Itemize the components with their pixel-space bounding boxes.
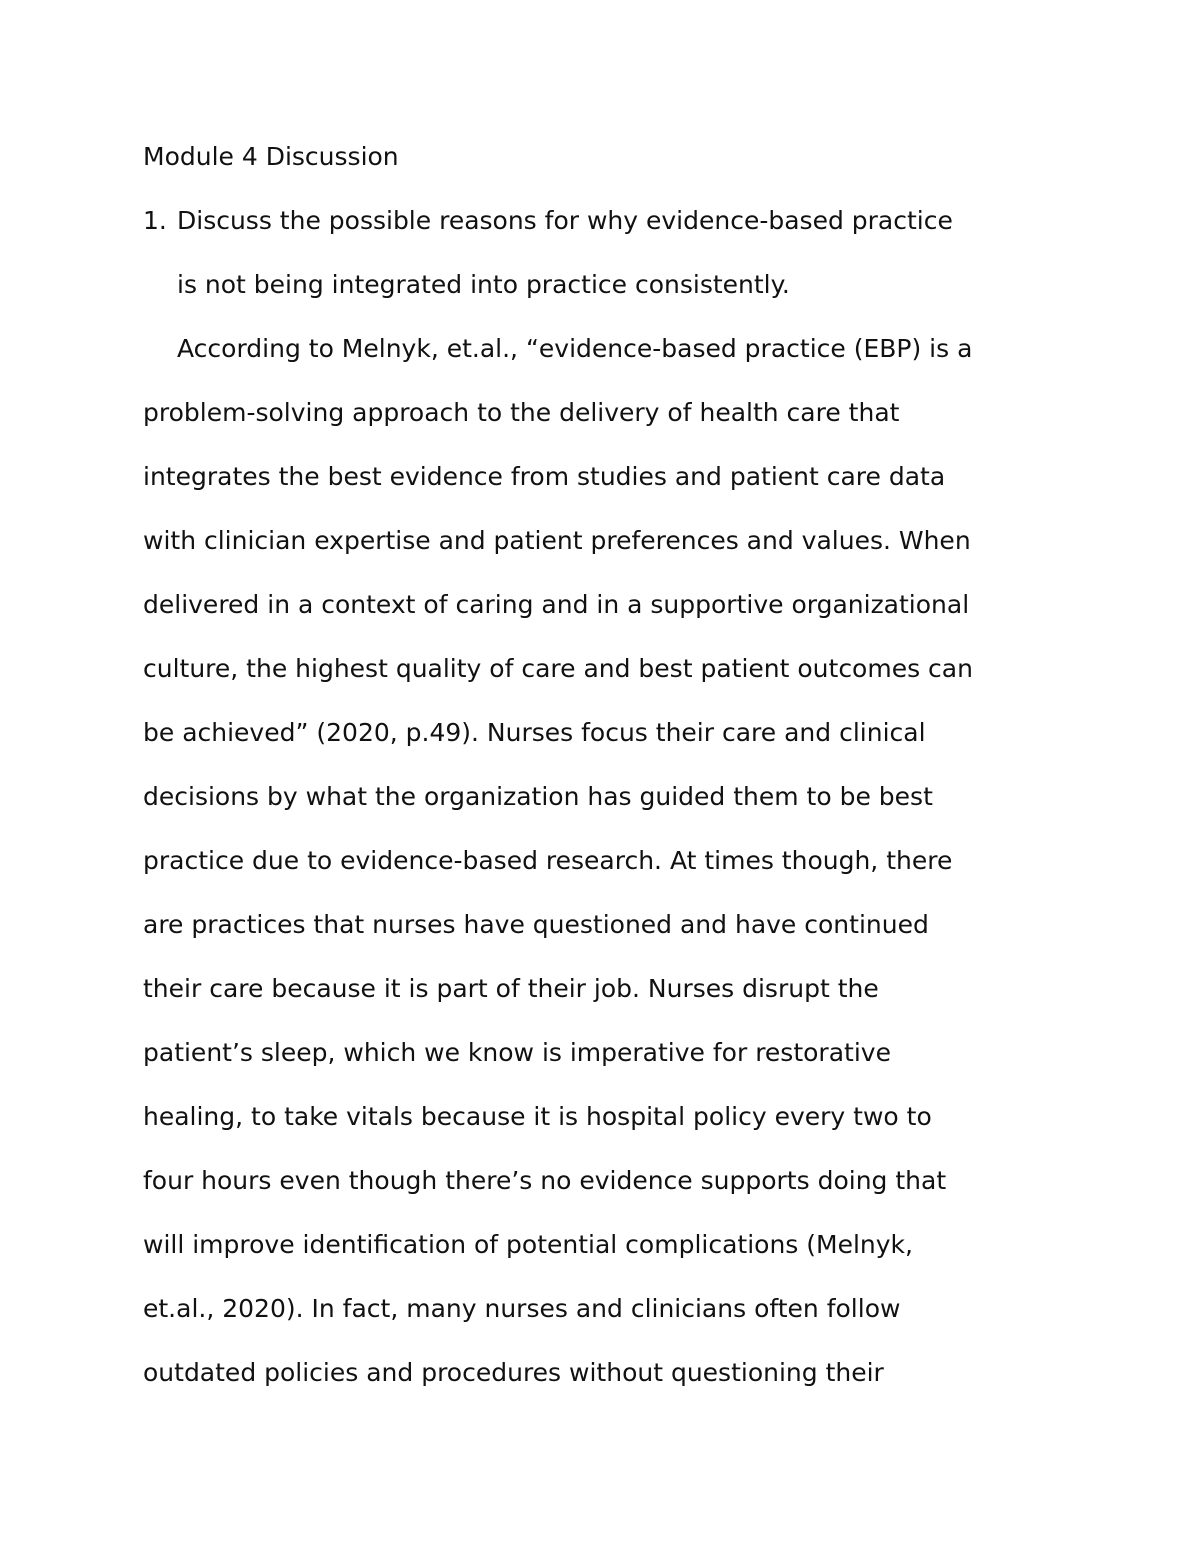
question-line-2: is not being integrated into practice consistently.: [177, 270, 790, 299]
document-title: Module 4 Discussion: [143, 142, 399, 171]
answer-line-3: integrates the best evidence from studies and patient care data: [143, 462, 946, 491]
answer-line-9: practice due to evidence-based research. At times though, there: [143, 846, 953, 875]
answer-line-16: et.al., 2020). In fact, many nurses and clinicians often follow: [143, 1294, 901, 1323]
answer-line-15: will improve identification of potential complications (Melnyk,: [143, 1230, 913, 1259]
question-line-1: [143, 206, 953, 236]
answer-line-12: patient’s sleep, which we know is imperative for restorative: [143, 1038, 891, 1067]
answer-line-17: outdated policies and procedures without questioning their: [143, 1358, 884, 1387]
question-number: 1.: [143, 206, 167, 235]
answer-line-7: be achieved” (2020, p.49). Nurses focus their care and clinical: [143, 718, 926, 747]
answer-line-5: delivered in a context of caring and in a supportive organizational: [143, 590, 970, 619]
answer-line-4: with clinician expertise and patient preferences and values. When: [143, 526, 971, 555]
answer-line-10: are practices that nurses have questioned and have continued: [143, 910, 929, 939]
answer-line-1: According to Melnyk, et.al., “evidence-based practice (EBP) is a: [177, 334, 973, 363]
answer-line-2: problem-solving approach to the delivery of health care that: [143, 398, 900, 427]
answer-line-14: four hours even though there’s no evidence supports doing that: [143, 1166, 947, 1195]
answer-line-13: healing, to take vitals because it is hospital policy every two to: [143, 1102, 932, 1131]
answer-line-8: decisions by what the organization has guided them to be best: [143, 782, 933, 811]
answer-line-11: their care because it is part of their job. Nurses disrupt the: [143, 974, 879, 1003]
answer-line-6: culture, the highest quality of care and best patient outcomes can: [143, 654, 973, 683]
question-text-1: Discuss the possible reasons for why evidence-based practice: [177, 206, 953, 235]
